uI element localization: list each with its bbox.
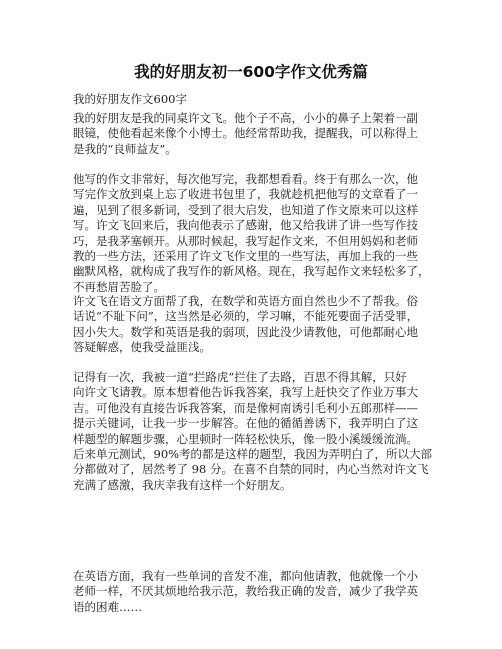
paragraph-line: 向许文飞请教。原本想着他告诉我答案，我写上赶快交了作业万事大	[73, 385, 418, 400]
paragraph-line: 巧，是我茅塞顿开。从那时候起，我写起作文来，不但用妈妈和老师	[73, 233, 418, 248]
paragraph-5	[73, 569, 418, 615]
paragraph-1	[73, 111, 418, 157]
paragraph-4	[73, 370, 432, 493]
paragraph-line: 写完作文放到桌上忘了收进书包里了，我就趁机把他写的文章看了一	[73, 187, 418, 202]
paragraph-line: 语的困难……	[73, 599, 142, 614]
paragraph-2	[73, 172, 430, 295]
paragraph-line: 样题型的解题步骤，心里顿时一阵轻松快乐，像一股小溪缓缓流淌。	[73, 431, 418, 446]
paragraph-line: 答疑解惑，使我受益匪浅。	[73, 340, 211, 355]
paragraph-line: 不再愁眉苦脸了。	[73, 279, 165, 294]
paragraph-line: 是我的“良师益友”。	[73, 141, 177, 156]
paragraph-line: 幽默风格，就构成了我写作的新风格。现在，我写起作文来轻松多了，	[73, 264, 430, 279]
paragraph-line: 写。许文飞回来后，我向他表示了感谢，他又给我讲了讲一些写作技	[73, 218, 418, 233]
document-subtitle: 我的好朋友作文600字	[73, 92, 187, 106]
paragraph-line: 在英语方面，我有一些单词的音发不准，都向他请教，他就像一个小	[73, 569, 418, 583]
paragraph-line: 话说“不耻下问”，这当然是必须的，学习嘛，不能死要面子活受罪，	[73, 309, 419, 324]
paragraph-line: 分都做对了，居然考了 98 分。在喜不自禁的同时，内心当然对许文飞	[73, 462, 429, 477]
paragraph-line: 教的一些方法，还采用了许文飞作文里的一些写法，再加上我的一些	[73, 248, 418, 263]
paragraph-line: 眼镜，使他看起来像个小博士。他经常帮助我，提醒我，可以称得上	[73, 126, 418, 141]
paragraph-line: 提示关键词，让我一步一步解答。在他的循循善诱下，我弄明白了这	[73, 416, 418, 431]
paragraph-line: 吉。可他没有直接告诉我答案，而是像柯南诱引毛利小五郎那样——	[73, 400, 418, 415]
paragraph-line: 遍，见到了很多新词，受到了很大启发，也知道了作文原来可以这样	[73, 202, 418, 217]
paragraph-line: 许文飞在语文方面帮了我，在数学和英语方面自然也少不了帮我。俗	[73, 294, 418, 308]
paragraph-line: 老师一样，不厌其烦地给我示范，教给我正确的发音，减少了我学英	[73, 584, 418, 599]
paragraph-line: 后来单元测试，90%考的都是这样的题型，我因为弄明白了，所以大部	[73, 446, 433, 461]
paragraph-line: 他写的作文非常好，每次他写完，我都想看看。终于有那么一次，他	[73, 172, 418, 186]
paragraph-line: 充满了感激，我庆幸我有这样一个好朋友。	[73, 477, 292, 492]
document-title: 我的好朋友初一600字作文优秀篇	[134, 63, 368, 81]
paragraph-line: 我的好朋友是我的同桌许文飞。他个子不高，小小的鼻子上架着一副	[73, 111, 418, 125]
paragraph-3	[73, 294, 418, 356]
paragraph-line: 因小失大。数学和英语是我的弱项，因此没少请教他，可他都耐心地	[73, 324, 418, 339]
paragraph-line: 记得有一次，我被一道“拦路虎”拦住了去路，百思不得其解，只好	[73, 370, 407, 384]
